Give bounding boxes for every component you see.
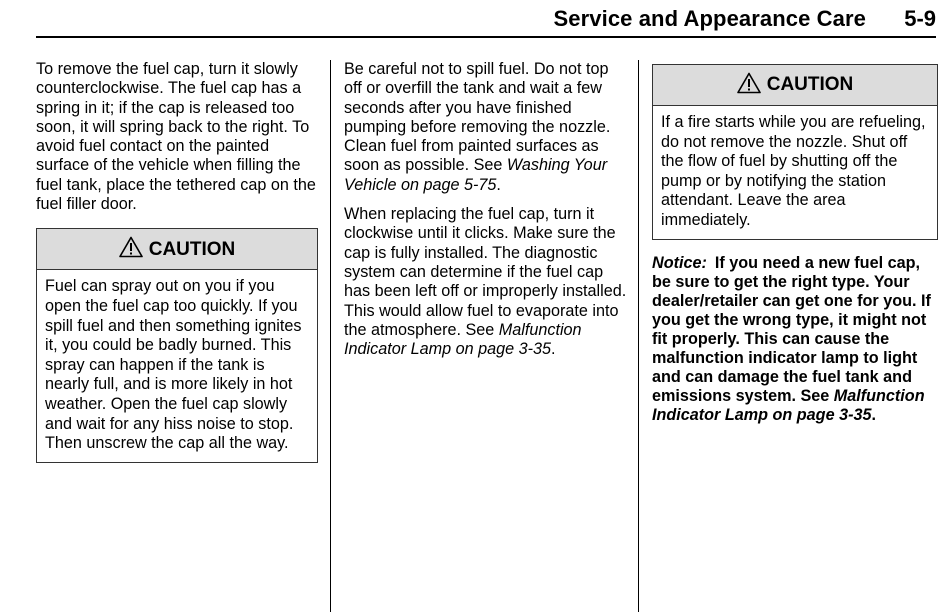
replace-cap-paragraph: [344, 205, 630, 359]
cross-reference-link[interactable]: Washing Your Vehicle on page 5-75: [344, 156, 608, 194]
cross-reference-link[interactable]: Malfunction Indicator Lamp on page 3-35: [652, 386, 925, 424]
paragraph-text: When replacing the fuel cap, turn it clockwise until it clicks. Make sure the cap is fully installed. The diagnostic system can determine if the fuel cap has been left off or improperly installed. This would allow fuel to evaporate into the atmosphere. See: [344, 205, 627, 339]
paragraph-end: .: [496, 175, 501, 194]
column-1: [36, 60, 318, 463]
paragraph-text: Be careful not to spill fuel. Do not top off or overfill the tank and wait a few seconds after you have finished pumping before removing the nozzle. Clean fuel from painted surfaces as soon as possible. See: [344, 60, 611, 175]
caution-body: Fuel can spray out on you if you open the fuel cap too quickly. If you spill fuel and then something ignites it, you could be badly burned. This spray can happen if the tank is nearly full, and is more likely in hot weather. Open the fuel cap slowly and wait for any hiss noise to stop. Then unscrew the cap all the way.: [45, 277, 302, 453]
caution-title: CAUTION: [148, 238, 236, 260]
section-title: Service and Appearance Care: [553, 6, 866, 31]
notice-text: If you need a new fuel cap, be sure to get the right type. Your dealer/retailer can get one for you. If you get the wrong type, it might not fit properly. This can cause the malfunction indicator lamp to light and can damage the fuel tank and emissions system. See: [652, 253, 931, 405]
column-divider: [638, 60, 639, 612]
fuel-cap-removal-paragraph: To remove the fuel cap, turn it slowly counterclockwise. The fuel cap has a spring in it; if the cap is released too soon, it will spring back to the right. To avoid fuel contact on the painted surface of the vehicle when filling the fuel tank, place the tethered cap on the fuel filler door.: [36, 60, 316, 214]
column-3: [652, 60, 938, 425]
cross-reference-link[interactable]: Malfunction Indicator Lamp on page 3-35: [344, 320, 582, 359]
caution-header: [653, 65, 937, 106]
page-header: [36, 0, 936, 38]
caution-box: [652, 64, 938, 240]
caution-body: If a fire starts while you are refueling, do not remove the nozzle. Shut off the flow of fuel by shutting off the pump or by notifying the station attendant. Leave the area immediately.: [661, 113, 926, 229]
spill-paragraph: [344, 60, 630, 195]
page-number: 5-9: [904, 6, 936, 31]
notice-label: Notice:: [652, 253, 707, 272]
column-divider: [330, 60, 331, 612]
paragraph-end: .: [550, 340, 556, 359]
column-2: [344, 60, 630, 359]
caution-title: CAUTION: [766, 74, 854, 96]
warning-triangle-icon: [737, 72, 761, 98]
caution-header: [37, 229, 317, 270]
notice-end: .: [871, 405, 876, 424]
caution-box: [36, 228, 318, 462]
warning-triangle-icon: [119, 236, 143, 262]
notice-paragraph: [652, 254, 938, 425]
